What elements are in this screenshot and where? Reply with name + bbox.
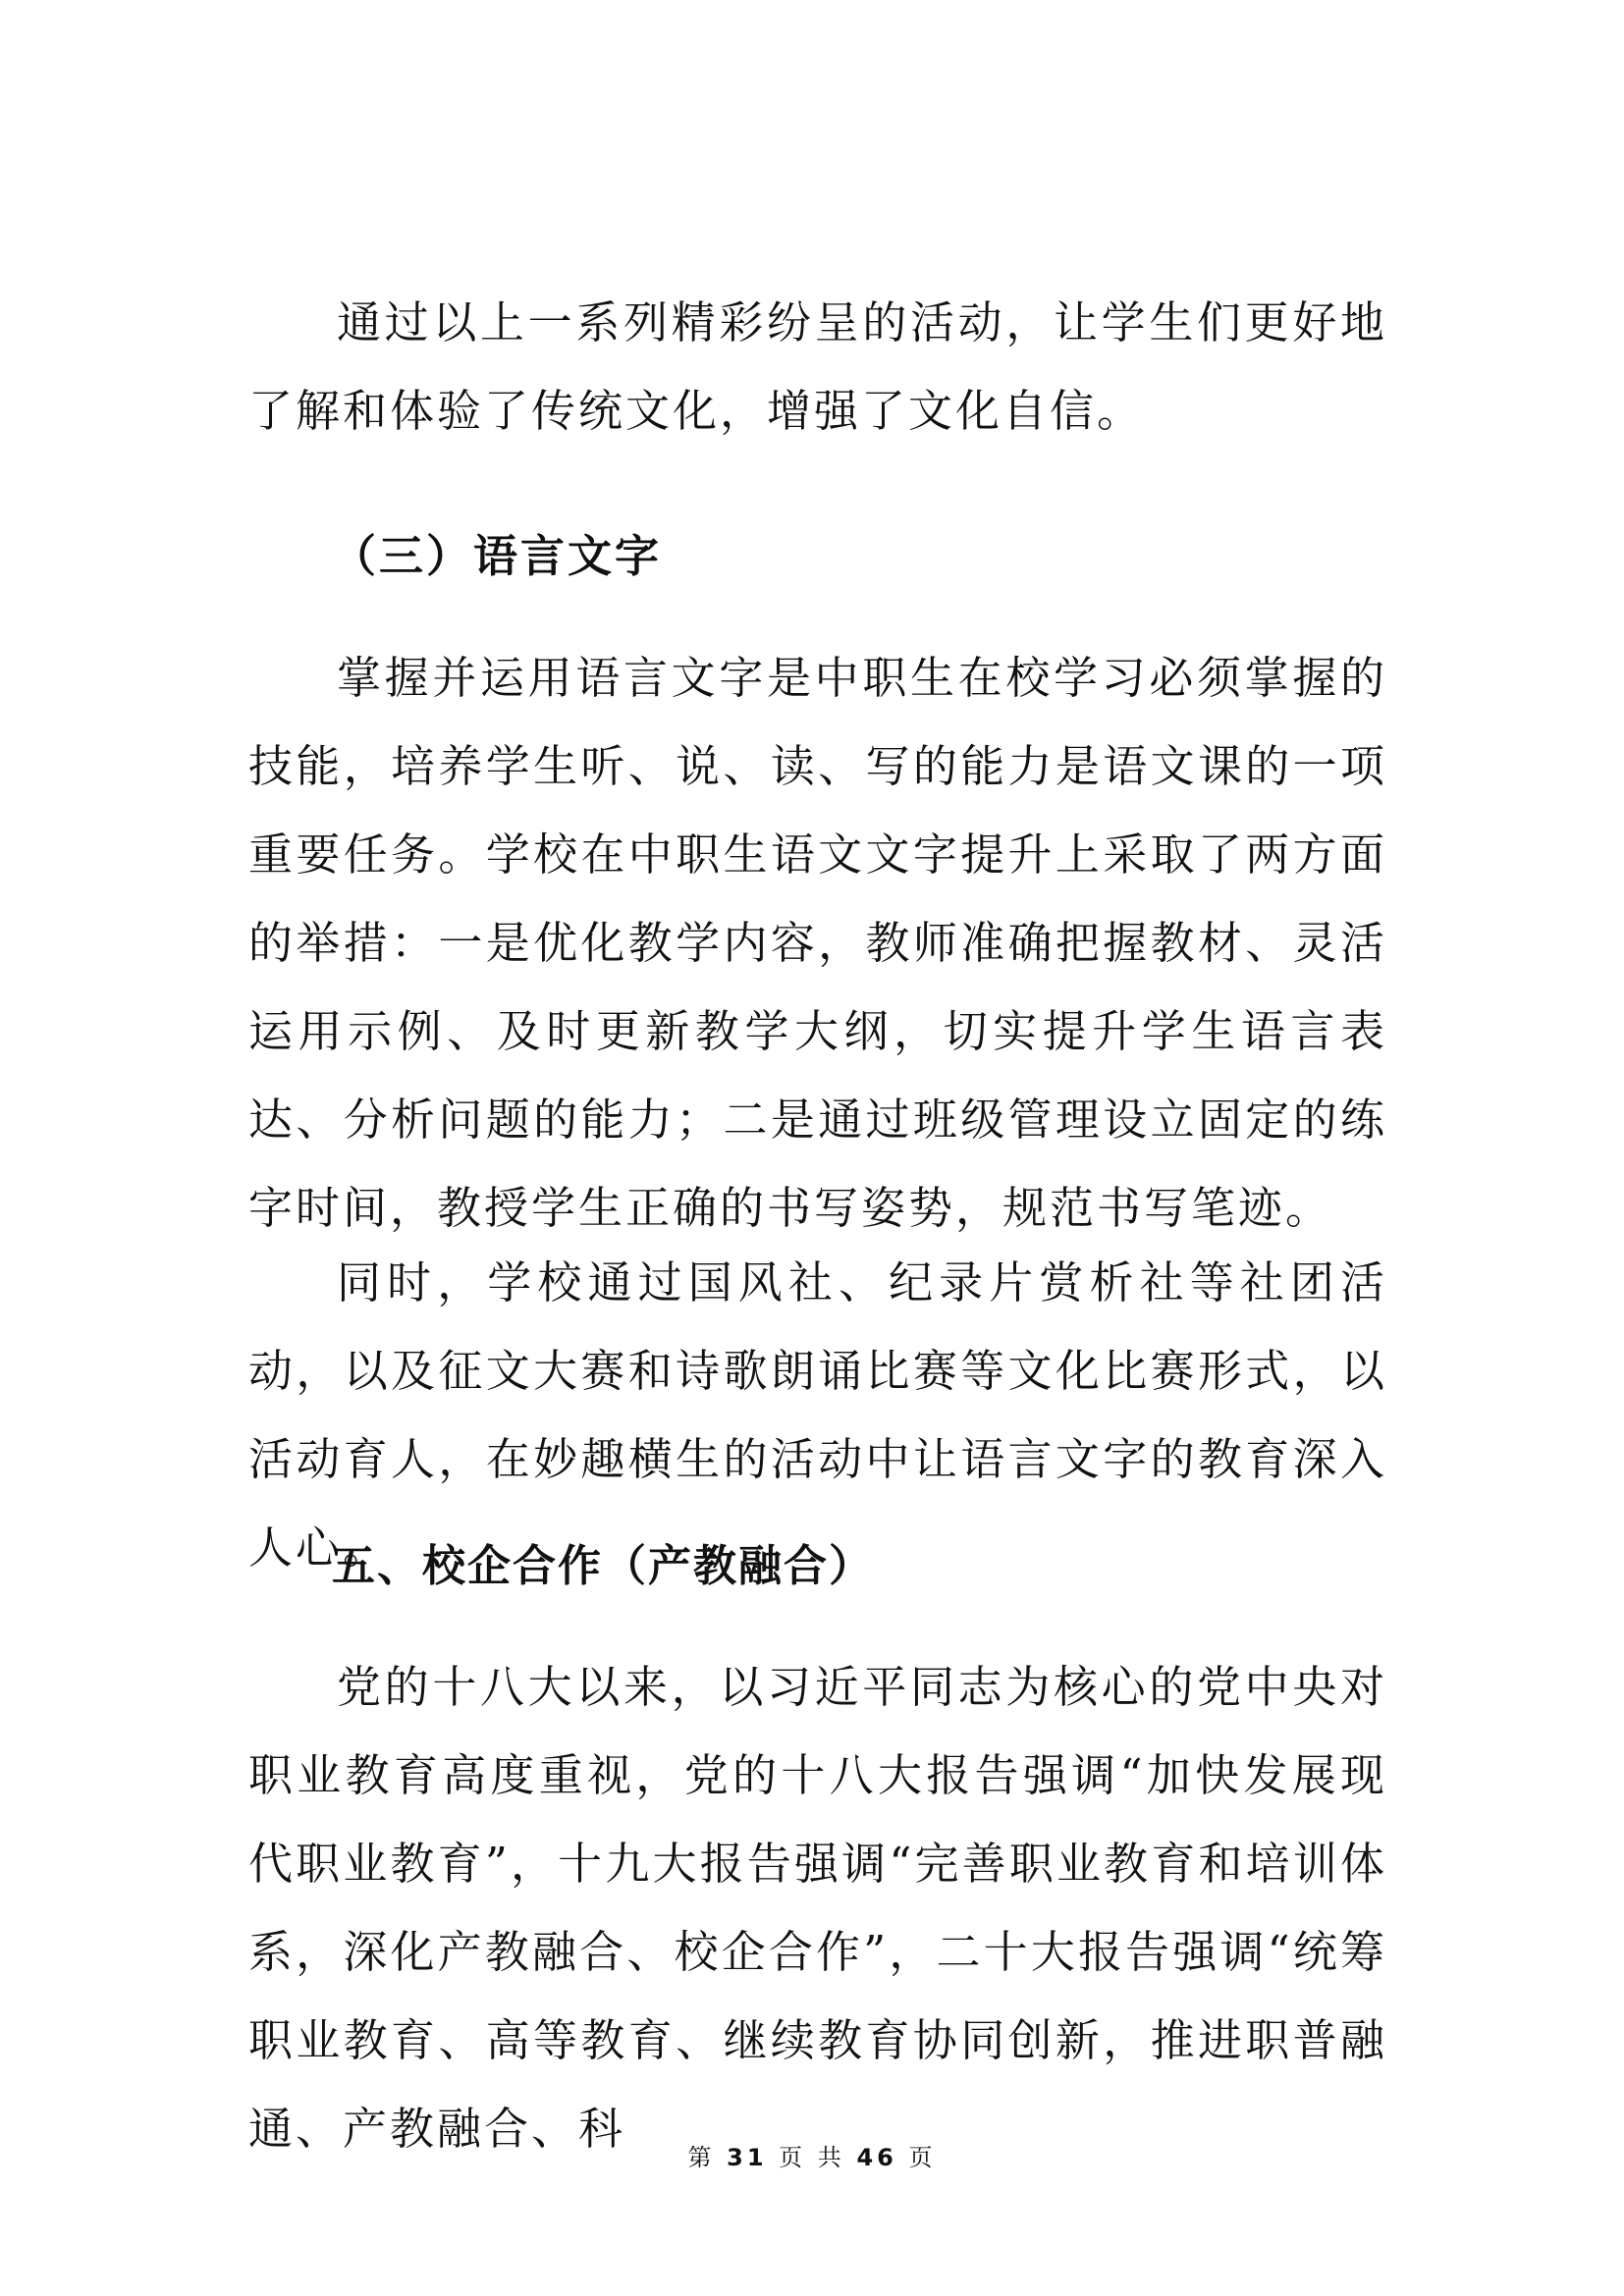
current-page-number: 31 xyxy=(727,2144,768,2171)
section-heading-school-enterprise: 五、校企合作（产教融合） xyxy=(332,1541,874,1591)
footer-prefix: 第 xyxy=(687,2144,716,2171)
paragraph-activities-summary: 通过以上一系列精彩纷呈的活动，让学生们更好地了解和体验了传统文化，增强了文化自信。 xyxy=(248,296,1387,437)
paragraph-language-skills: 掌握并运用语言文字是中职生在校学习必须掌握的技能，培养学生听、说、读、写的能力是语文课的一项重要任务。学校在中职生语文文字提升上采取了两方面的举措：一是优化教学内容，教师准确把握教材、灵活运用示例、及时更新教学大纲，切实提升学生语言表达、分析问题的能力；二是通过班级管理设立固定的练字时间，教授学生正确的书写姿势，规范书写笔迹。 xyxy=(248,652,1387,1234)
paragraph-club-activities: 同时，学校通过国风社、纪录片赏析社等社团活动，以及征文大赛和诗歌朗诵比赛等文化比赛形式，以活动育人，在妙趣横生的活动中让语言文字的教育深入人心。 xyxy=(248,1256,1387,1574)
paragraph-party-congress: 党的十八大以来，以习近平同志为核心的党中央对职业教育高度重视，党的十八大报告强调“加快发展现代职业教育”，十九大报告强调“完善职业教育和培训体系，深化产教融合、校企合作”，二十大报告强调“统筹职业教育、高等教育、继续教育协同创新，推进职普融通、产教融合、科 xyxy=(248,1661,1387,2155)
sub-heading-language: （三）语言文字 xyxy=(332,530,663,582)
footer-middle: 页 共 xyxy=(779,2144,845,2171)
total-pages-number: 46 xyxy=(856,2144,897,2171)
footer-suffix: 页 xyxy=(908,2144,937,2171)
page-footer xyxy=(0,2143,1624,2172)
